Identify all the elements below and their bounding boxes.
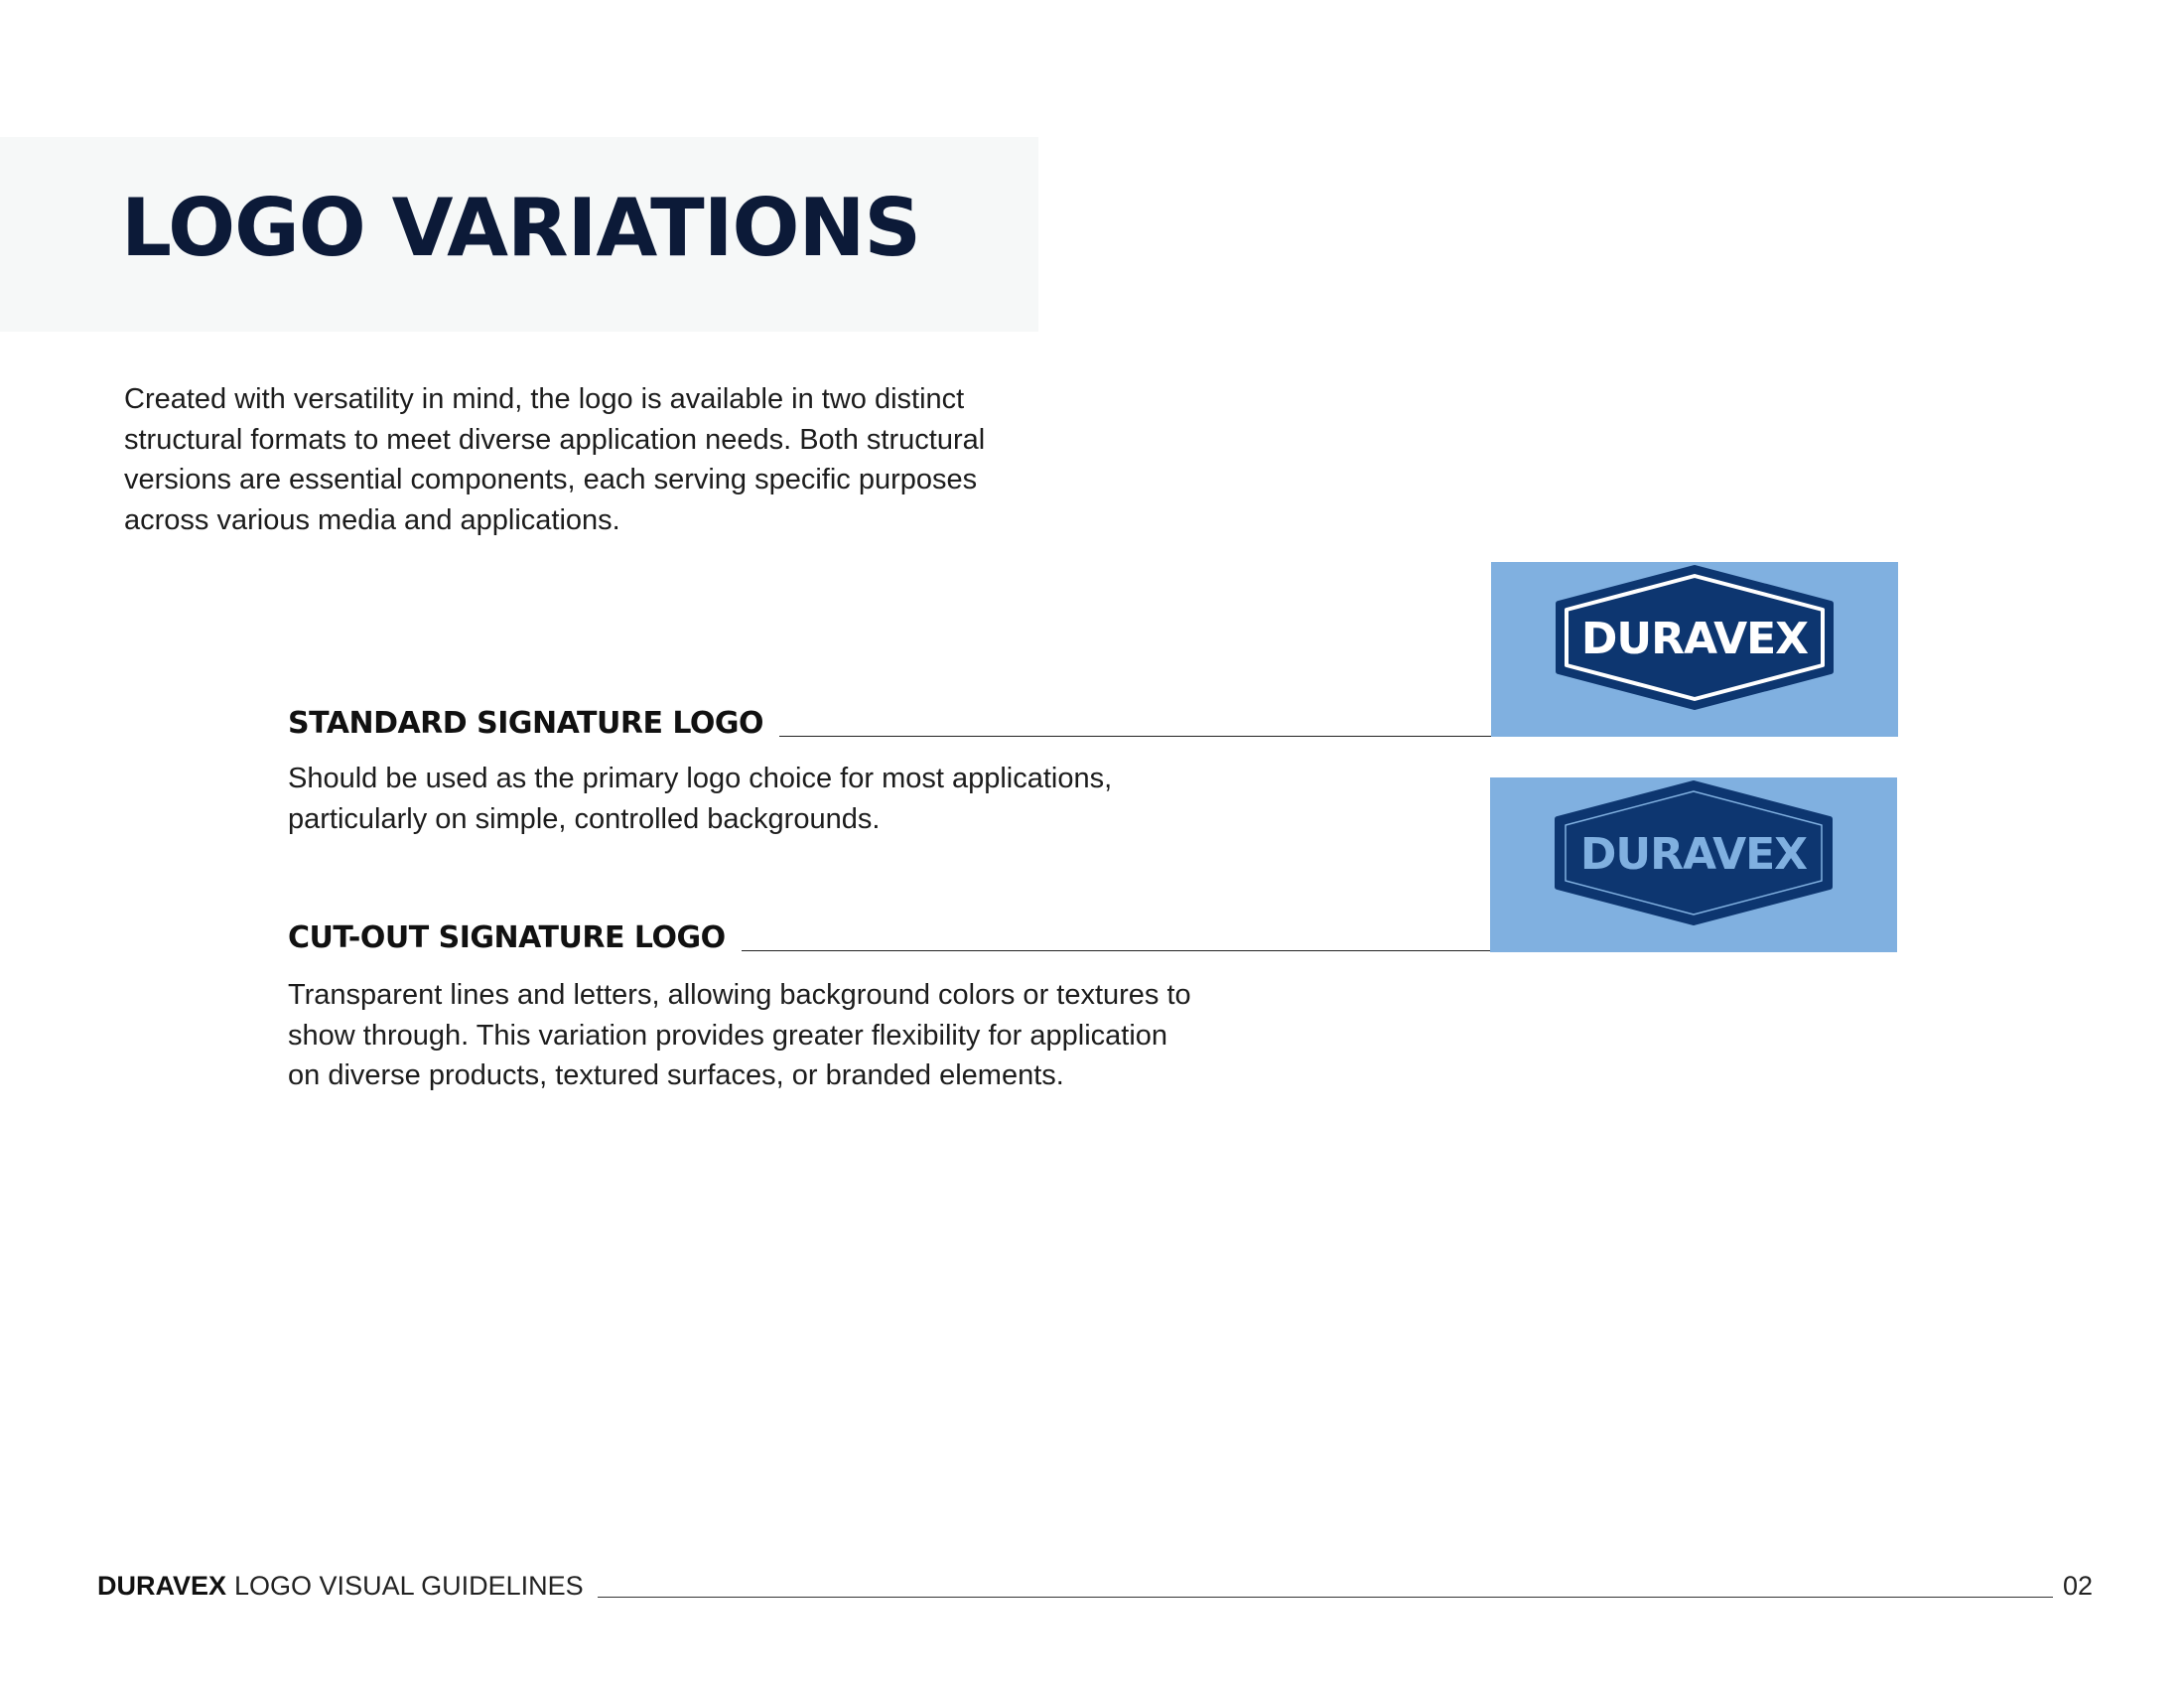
standard-logo-heading xyxy=(288,699,1491,739)
page-title: LOGO VARIATIONS xyxy=(121,182,921,274)
intro-line: across various media and applications. xyxy=(124,503,620,536)
description-line: particularly on simple, controlled backgrounds. xyxy=(288,802,881,835)
svg-text:DURAVEX: DURAVEX xyxy=(1580,614,1809,664)
cutout-logo-description xyxy=(288,975,1191,1096)
footer-rule xyxy=(598,1597,2053,1598)
standard-logo-description xyxy=(288,759,1112,839)
intro-line: versions are essential components, each serving specific purposes xyxy=(124,464,978,495)
description-line: show through. This variation provides greater flexibility for application xyxy=(288,1019,1168,1052)
standard-logo-swatch xyxy=(1491,562,1898,737)
section-heading-label: STANDARD SIGNATURE LOGO xyxy=(288,706,764,741)
description-line: Should be used as the primary logo choice for most applications, xyxy=(288,763,1113,794)
page-number: 02 xyxy=(2062,1571,2093,1601)
cutout-logo-heading xyxy=(288,914,1491,953)
footer-brand: DURAVEX xyxy=(97,1571,227,1601)
intro-line: structural formats to meet diverse application needs. Both structural xyxy=(124,423,986,456)
footer-subtitle: LOGO VISUAL GUIDELINES xyxy=(234,1571,584,1601)
description-line: on diverse products, textured surfaces, or branded elements. xyxy=(288,1059,1064,1091)
intro-paragraph xyxy=(124,379,1077,540)
description-line: Transparent lines and letters, allowing background colors or textures to xyxy=(288,979,1191,1011)
svg-text:DURAVEX: DURAVEX xyxy=(1579,829,1808,880)
section-heading-label: CUT-OUT SIGNATURE LOGO xyxy=(288,920,726,955)
heading-rule xyxy=(742,950,1491,951)
intro-line: Created with versatility in mind, the logo is available in two distinct xyxy=(124,383,965,415)
page-footer xyxy=(97,1568,2093,1600)
cutout-logo-swatch xyxy=(1490,777,1897,952)
duravex-cutout-logo-icon xyxy=(1490,777,1897,952)
duravex-standard-logo-icon xyxy=(1491,562,1898,737)
heading-rule xyxy=(779,736,1491,737)
